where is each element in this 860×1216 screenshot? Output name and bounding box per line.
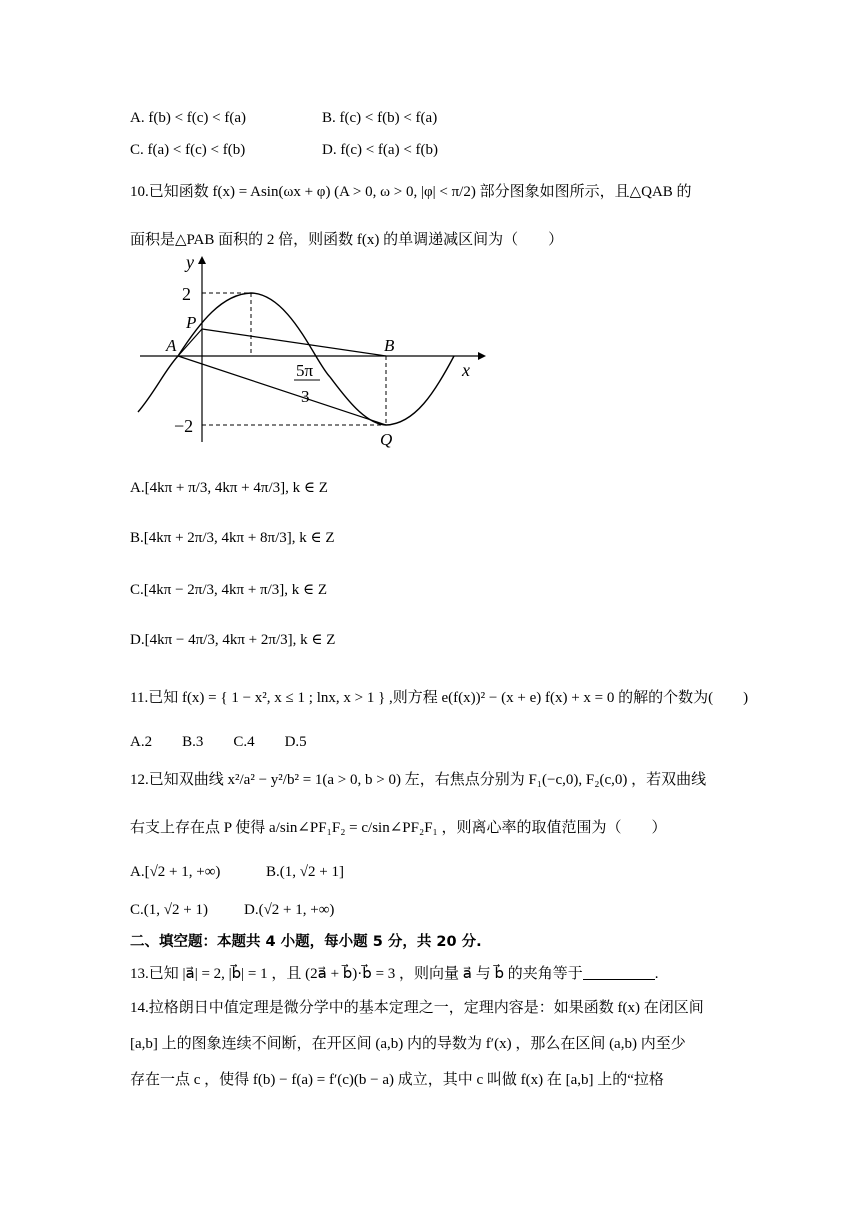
- q13-line: [130, 964, 659, 984]
- q9-option-a: A. f(b) < f(c) < f(a): [130, 110, 247, 126]
- q10-stem-line1: 10.已知函数 f(x) = Asin(ωx + φ) (A > 0, ω > 0, |φ| < π/2) 部分图象如图所示，且△QAB 的: [130, 184, 692, 200]
- q9-option-c: C. f(a) < f(c) < f(b): [130, 142, 246, 158]
- label-Q: Q: [380, 430, 393, 449]
- q12-option-a: A.[√2 + 1, +∞): [130, 864, 221, 880]
- q12-stem-line2: 右支上存在点 P 使得 a/sin∠PF₁F₂ = c/sin∠PF₂F₁ ，则离心率的取值范围为（ ）: [130, 820, 667, 836]
- q10-option-c: C.[4kπ − 2π/3, 4kπ + π/3], k ∈ Z: [130, 582, 328, 598]
- tick-label-neg2: −2: [174, 416, 194, 436]
- q14-line1: 14.拉格朗日中值定理是微分学中的基本定理之一，定理内容是：如果函数 f(x) 在闭区间: [130, 1000, 704, 1016]
- x-axis-arrow: [478, 352, 486, 360]
- tick-label-5pi-den: 3: [301, 387, 310, 406]
- q12-option-b: B.(1, √2 + 1]: [266, 864, 344, 880]
- q9-option-d: D. f(c) < f(a) < f(b): [322, 142, 439, 158]
- q12-option-d: D.(√2 + 1, +∞): [244, 902, 335, 918]
- q12-stem-line1: 12.已知双曲线 x²/a² − y²/b² = 1(a > 0, b > 0) 左，右焦点分别为 F₁(−c,0), F₂(c,0) ，若双曲线: [130, 772, 707, 788]
- q10-option-d: D.[4kπ − 4π/3, 4kπ + 2π/3], k ∈ Z: [130, 632, 336, 648]
- q12-options-row1: [130, 862, 344, 882]
- label-P: P: [186, 313, 197, 332]
- tick-label-2: 2: [182, 284, 191, 304]
- y-axis-arrow: [198, 256, 206, 264]
- q14-line2: [a,b] 上的图象连续不间断，在开区间 (a,b) 内的导数为 f′(x) ，那么在区间 (a,b) 内至少: [130, 1036, 686, 1052]
- segment-AQ: [178, 356, 386, 425]
- q9-options-row1: [130, 108, 437, 128]
- label-A: A: [166, 336, 177, 355]
- q13-answer-blank: [583, 965, 655, 980]
- segment-AP: [178, 329, 202, 356]
- q10-option-a: A.[4kπ + π/3, 4kπ + 4π/3], k ∈ Z: [130, 480, 328, 496]
- q9-options-row2: [130, 140, 438, 160]
- segment-PB: [202, 329, 386, 356]
- q12-option-c: C.(1, √2 + 1): [130, 902, 208, 918]
- q10-option-b: B.[4kπ + 2π/3, 4kπ + 8π/3], k ∈ Z: [130, 530, 335, 546]
- tick-label-5pi-num: 5π: [296, 361, 314, 380]
- q11-stem: 11.已知 f(x) = { 1 − x², x ≤ 1 ; lnx, x > 1 } ,则方程 e(f(x))² − (x + e) f(x) + x = 0 的解的个数为( ): [130, 690, 749, 706]
- label-B: B: [384, 336, 395, 355]
- q13-period: .: [654, 966, 659, 982]
- x-axis-label: x: [462, 360, 470, 380]
- q13-stem: 13.已知 |a⃗| = 2, |b⃗| = 1 ，且 (2a⃗ + b⃗)·b⃗ = 3 ，则向量 a⃗ 与 b⃗ 的夹角等于: [130, 966, 583, 982]
- q9-option-b: B. f(c) < f(b) < f(a): [322, 110, 438, 126]
- q10-stem-line2: 面积是△PAB 面积的 2 倍，则函数 f(x) 的单调递减区间为（ ）: [130, 232, 564, 248]
- y-axis-label: y: [186, 252, 194, 272]
- q12-options-row2: [130, 900, 334, 920]
- q10-sine-graph: [130, 252, 490, 450]
- q11-options: A.2 B.3 C.4 D.5: [130, 734, 307, 750]
- q14-line3: 存在一点 c ，使得 f(b) − f(a) = f′(c)(b − a) 成立，其中 c 叫做 f(x) 在 [a,b] 上的“拉格: [130, 1072, 664, 1088]
- section-heading-fill-in: 二、填空题：本题共 4 小题，每小题 5 分，共 20 分.: [130, 934, 482, 950]
